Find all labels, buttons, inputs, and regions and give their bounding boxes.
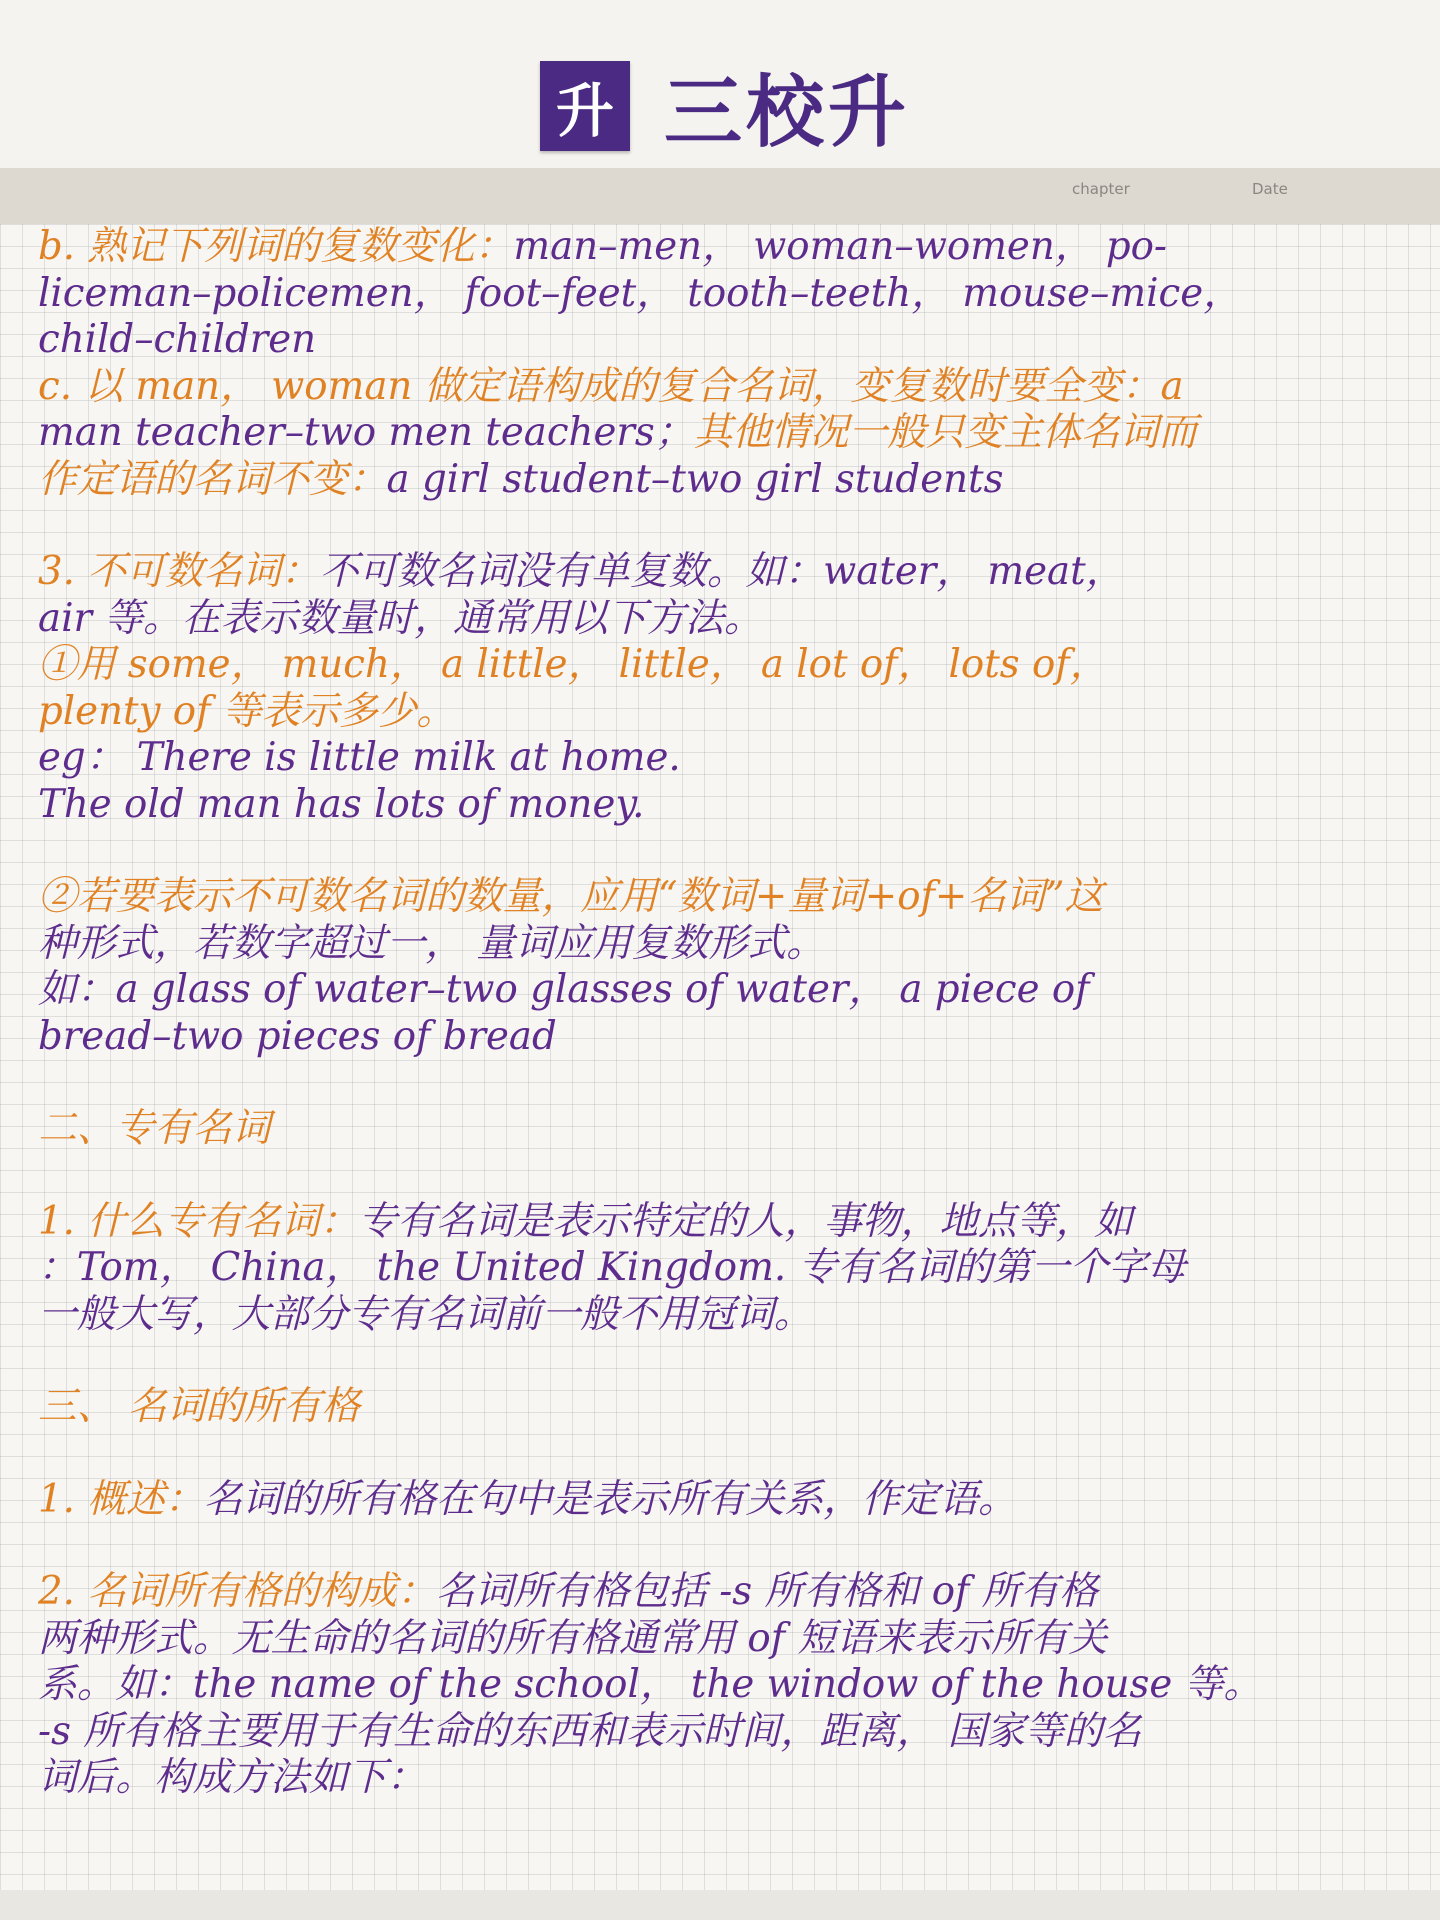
body-text: a girl student–two girl students [386,456,1004,502]
body-text: liceman–policemen， foot–feet， tooth–teeth， mouse–mice， [38,270,1242,316]
body-text: 两种形式。无生命的名词的所有格通常用 of 短语来表示所有关 [38,1615,1108,1661]
paragraph-gap [38,1338,1418,1384]
note-line [38,364,1408,411]
note-line [38,596,1408,643]
brand-name: 三校升 [664,68,911,158]
chapter-label: chapter [1072,180,1130,198]
notes-content [38,224,1418,1802]
highlight-text: 1. 什么专有名词： [38,1198,359,1244]
note-line [38,921,1408,968]
highlight-text: ①用 some， much， a little， little， a lot of， lots of， [38,642,1109,687]
body-text: 名词的所有格在句中是表示所有关系，作定语。 [203,1476,1017,1522]
highlight-text: 二、专有名词 [38,1106,271,1151]
paragraph-gap [38,1153,1418,1199]
note-line [38,410,1408,457]
brand-badge-icon: 升 [540,61,630,151]
note-line [38,1616,1408,1663]
note-line [38,1106,1408,1153]
highlight-text: ②若要表示不可数名词的数量，应用“数词+量词+of+名词”这 [38,874,1104,919]
body-text: man–men， woman–women， po- [513,224,1168,269]
note-line [38,1477,1408,1524]
body-text: child–children [38,317,317,362]
body-text: 名词所有格包括 -s 所有格和 of 所有格 [435,1569,1098,1614]
body-text: 种形式，若数字超过一， 量词应用复数形式。 [38,920,825,966]
note-line [38,224,1408,271]
highlight-text: 其他情况一般只变主体名词而 [693,410,1198,455]
body-text: ：Tom， China， the United Kingdom. 专有名词的第一个字母 [38,1245,1186,1290]
note-line [38,642,1408,689]
paragraph-gap [38,1060,1418,1106]
paragraph-gap [38,828,1418,874]
note-line [38,1199,1408,1246]
body-text: 不可数名词没有单复数。如：water， meat， [319,549,1125,594]
notebook-header-bar [0,168,1440,224]
paragraph-gap [38,1523,1418,1569]
note-line [38,1384,1408,1431]
paragraph-gap [38,503,1418,549]
note-line [38,1709,1408,1756]
note-line [38,271,1408,318]
note-line [38,1569,1408,1616]
body-text: eg： There is little milk at home. [38,735,681,780]
note-line [38,1292,1408,1339]
body-text: 专有名词是表示特定的人，事物，地点等，如 [358,1198,1133,1244]
note-line [38,317,1408,364]
note-line [38,874,1408,921]
brand-logo [540,58,911,158]
highlight-text: 三、 名词的所有格 [38,1384,361,1429]
body-text: The old man has lots of money. [38,781,645,827]
body-text: man teacher–two men teachers； [38,410,694,455]
note-line [38,967,1408,1014]
highlight-text: plenty of 等表示多少。 [38,688,456,734]
note-line [38,782,1408,829]
highlight-text: 2. 名词所有格的构成： [38,1569,436,1614]
body-text: 词后。构成方法如下： [38,1755,426,1800]
paragraph-gap [38,1431,1418,1477]
body-text: 一般大写，大部分专有名词前一般不用冠词。 [38,1291,813,1337]
date-label: Date [1252,180,1288,198]
highlight-text: b. 熟记下列词的复数变化： [38,224,514,269]
note-line [38,689,1408,736]
body-text: 如：a glass of water–two glasses of water， a piece of [38,967,1090,1012]
body-text: air 等。在表示数量时，通常用以下方法。 [38,595,763,641]
highlight-text: 3. 不可数名词： [38,549,320,594]
note-line [38,1755,1408,1802]
note-line [38,549,1408,596]
highlight-text: 作定语的名词不变： [38,456,387,502]
note-line [38,1245,1408,1292]
note-line [38,1014,1408,1061]
body-text: -s 所有格主要用于有生命的东西和表示时间，距离， 国家等的名 [38,1708,1142,1754]
body-text: 系。如：the name of the school， the window of the house 等。 [38,1662,1263,1707]
body-text: bread–two pieces of bread [38,1013,557,1059]
note-line [38,1662,1408,1709]
note-line [38,457,1408,504]
highlight-text: c. 以 man， woman 做定语构成的复合名词，变复数时要全变：a [38,363,1184,409]
note-line [38,735,1408,782]
bottom-banner [0,1890,1440,1920]
highlight-text: 1. 概述： [38,1476,204,1522]
